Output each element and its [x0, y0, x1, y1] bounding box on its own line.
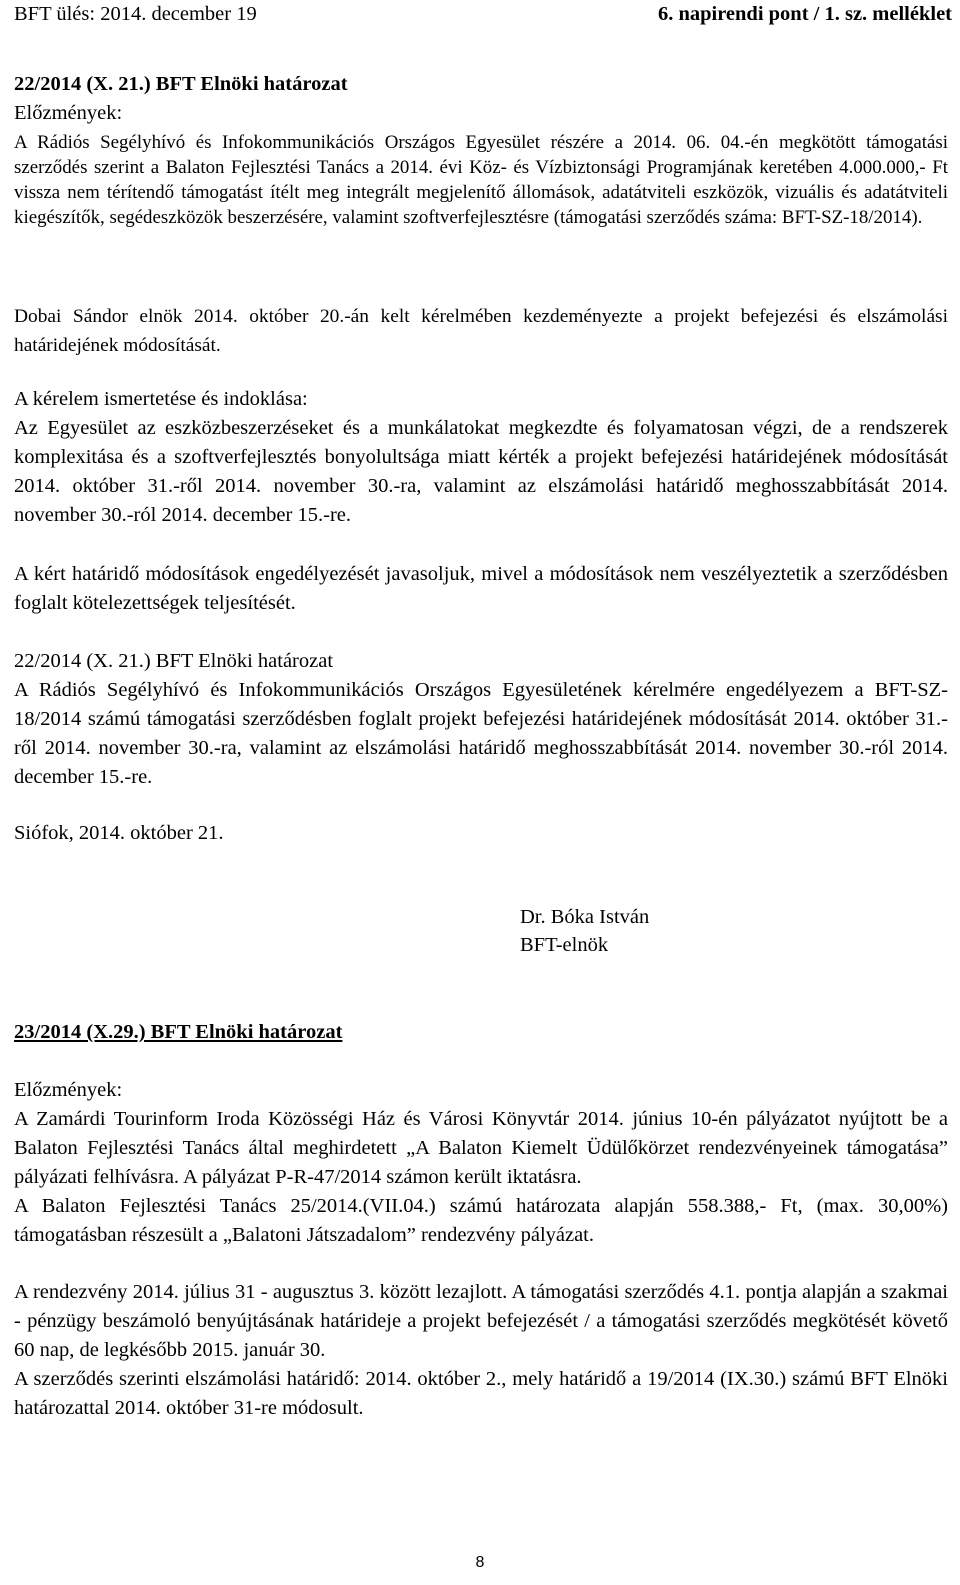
decision2-event-text: A rendezvény 2014. július 31 - augusztus 3. között lezajlott. A támogatási szerződés 4.1. pontja alapján a szakmai - pénzügy beszámoló benyújtásának határideje a projekt befejezését / a támogatási szerződés megkötését követő 60 nap, de legkésőbb 2015. január 30.	[14, 1281, 948, 1361]
decision2-funding-text: A Balaton Fejlesztési Tanács 25/2014.(VII.04.) számú határozata alapján 558.388,- Ft, (max. 30,00%) támogatásban részesült a „Balatoni Játszadalom” rendezvény pályázat.	[14, 1195, 948, 1246]
meeting-date: BFT ülés: 2014. december 19	[14, 3, 257, 25]
decision1-antecedents-label: Előzmények:	[14, 102, 123, 124]
signer-name: Dr. Bóka István	[520, 906, 650, 928]
decision2-antecedents-label: Előzmények:	[14, 1079, 123, 1101]
decision1-antecedents-text: A Rádiós Segélyhívó és Infokommunikációs Országos Egyesület részére a 2014. 06. 04.-én megkötött támogatási szerződés szerint a Balaton Fejlesztési Tanács a 2014. évi Köz- és Vízbiztonsági Programjának keretében 4.000.000,- Ft vissza nem térítendő támogatást ítélt meg integrált megjelenítő állomások, adatátviteli eszközök, vizuális és adatátviteli kiegészítők, segédeszközök beszerzésére, valamint szoftverfejlesztésre (támogatási szerződés száma: BFT-SZ-18/2014).	[14, 132, 948, 228]
decision1-recommendation-text: A kért határidő módosítások engedélyezését javasoljuk, mivel a módosítások nem veszélyeztetik a szerződésben foglalt kötelezettségek teljesítését.	[14, 563, 948, 614]
decision2-title: 23/2014 (X.29.) BFT Elnöki határozat	[14, 1021, 343, 1043]
decision1-title: 22/2014 (X. 21.) BFT Elnöki határozat	[14, 73, 348, 95]
decision1-resolution-title: 22/2014 (X. 21.) BFT Elnöki határozat	[14, 650, 334, 672]
page-header	[0, 2, 960, 32]
signature-block	[520, 903, 720, 959]
decision2-antecedents-text: A Zamárdi Tourinform Iroda Közösségi Ház és Városi Könyvtár 2014. június 10-én pályázatot nyújtott be a Balaton Fejlesztési Tanács által meghirdetett „A Balaton Kiemelt Üdülőkörzet rendezvényeinek támogatása” pályázati felhívásra. A pályázat P-R-47/2014 számon került iktatásra.	[14, 1108, 948, 1188]
decision1-explanation-label: A kérelem ismertetése és indoklása:	[14, 388, 308, 410]
decision1-explanation-text: Az Egyesület az eszközbeszerzéseket és a munkálatokat megkezdte és folyamatosan végzi, de a rendszerek komplexitása és a szoftverfejlesztés bonyolultsága miatt kérték a projekt befejezési határidejének módosítását 2014. október 31.-ről 2014. november 30.-ra, valamint az elszámolási határidő meghosszabbítását 2014. november 30.-ról 2014. december 15.-re.	[14, 417, 948, 526]
decision2-deadline-text: A szerződés szerinti elszámolási határidő: 2014. október 2., mely határidő a 19/2014 (IX.30.) számú BFT Elnöki határozattal 2014. október 31-re módosult.	[14, 1368, 948, 1419]
decision1-place-date: Siófok, 2014. október 21.	[14, 822, 224, 844]
decision1-request-text: Dobai Sándor elnök 2014. október 20.-án kelt kérelmében kezdeményezte a projekt befejezési és elszámolási határidejének módosítását.	[14, 306, 948, 356]
attachment-label: 6. napirendi pont / 1. sz. melléklet	[657, 3, 952, 25]
signer-title: BFT-elnök	[520, 934, 609, 956]
decision1-resolution-text: A Rádiós Segélyhívó és Infokommunikációs Országos Egyesületének kérelmére engedélyezem a BFT-SZ-18/2014 számú támogatási szerződésben foglalt projekt befejezési határidejének módosítását 2014. október 31.-ről 2014. november 30.-ra, valamint az elszámolási határidő meghosszabbítását 2014. november 30.-ról 2014. december 15.-re.	[14, 679, 948, 788]
page-number: 8	[475, 1554, 485, 1571]
